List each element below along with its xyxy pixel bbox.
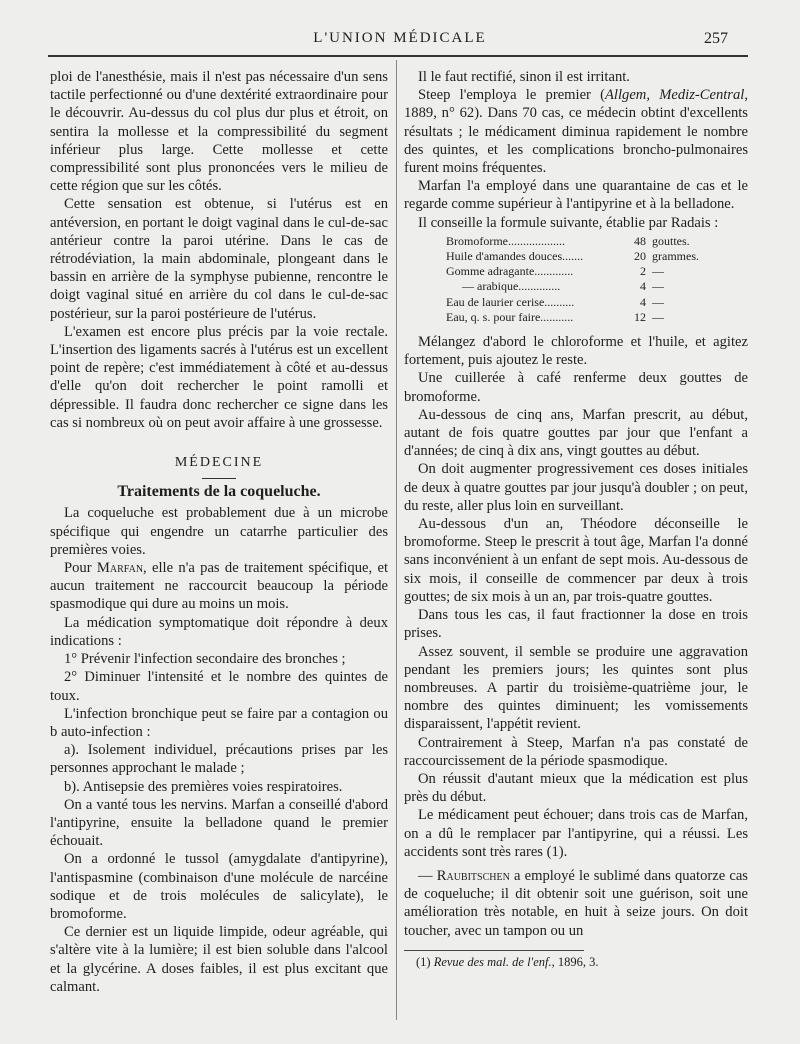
quantity: 48 <box>634 233 646 248</box>
unit: — <box>652 309 664 324</box>
paragraph <box>50 559 388 614</box>
paragraph: On a ordonné le tussol (amygdalate d'antipyrine), l'antispasmine (combinaison d'une molécule de narcéine sodique et de trois molécules de salicylate), le bromoforme. <box>50 851 388 922</box>
unit: — <box>652 279 664 294</box>
article-title: Traitements de la coqueluche. <box>117 483 321 501</box>
text-run: , elle n'a pas de traitement spécifique, et aucun traitement ne raccourcit beaucoup la période spasmodique qui dure au moins un mois. <box>50 560 388 613</box>
ingredient: Eau, q. s. pour faire........... <box>446 309 574 324</box>
formula-row <box>446 279 748 294</box>
list-item: 2° Diminuer l'intensité et le nombre des quintes de toux. <box>50 669 388 704</box>
paragraph: Une cuillerée à café renferme deux gouttes de bromoforme. <box>404 370 748 405</box>
text-run: Steep l'employa le premier ( <box>418 87 605 104</box>
paragraph: La médication symptomatique doit répondre à deux indications : <box>50 614 388 649</box>
text-run: — <box>418 867 437 884</box>
paragraph: Marfan l'a employé dans une quarantaine de cas et le regarde comme supérieur à l'antipyrine et à la belladone. <box>404 178 748 213</box>
formula-row <box>446 234 748 249</box>
author-name: Marfan <box>96 560 144 577</box>
left-column <box>50 68 388 996</box>
paragraph: L'examen est encore plus précis par la voie rectale. L'insertion des ligaments sacrés à l'utérus est un excellent point de repère; c'est immédiatement à côté et au-dessus d'elle qu'on doit rechercher le point ramolli et dépressible. Il faudra donc rechercher ce signe dans les cas si nombreux où on peut avoir affaire à une grossesse. <box>50 323 388 431</box>
paragraph: Mélangez d'abord le chloroforme et l'huile, et agitez fortement, puis ajoutez le reste. <box>404 334 748 369</box>
paragraph: Au-dessous de cinq ans, Marfan prescrit, au début, autant de fois quatre gouttes par jour que l'enfant a d'années; de cinq à dix ans, vingt gouttes au début. <box>404 406 748 460</box>
formula-row <box>446 295 748 310</box>
list-item: b). Antisepsie des premières voies respiratoires. <box>64 778 343 795</box>
paragraph: Le médicament peut échouer; dans trois cas de Marfan, on a dû le remplacer par l'antipyrine, qui a réussi. Les accidents sont très rares (1). <box>404 807 748 860</box>
paragraph: Dans tous les cas, il faut fractionner la dose en trois prises. <box>404 607 748 642</box>
list-item: 1° Prévenir l'infection secondaire des bronches ; <box>64 651 346 668</box>
paragraph: Il conseille la formule suivante, établie par Radais : <box>418 214 719 231</box>
author-name: Raubitschen <box>436 867 510 884</box>
unit: — <box>652 264 664 279</box>
ingredient: Bromoforme................... <box>446 233 565 248</box>
ingredient: Huile d'amandes douces....... <box>446 249 584 264</box>
ingredient: — arabique.............. <box>462 279 561 294</box>
paragraph: ploi de l'anesthésie, mais il n'est pas nécessaire d'un sens tactile perfectionné ou d'une dextérité extraordinaire pour le découvrir. Au-dessus du col plus dur plus et étroit, on sentira la mollesse et la compressibilité du segment inférieur plus large. Cette mollesse et cette compressibilité sont plus prononcées vers le milieu de cette région que sur les côtés. <box>50 69 388 195</box>
paragraph <box>404 867 748 940</box>
paragraph: Contrairement à Steep, Marfan n'a pas constaté de raccourcissement de la période spasmodique. <box>404 734 748 769</box>
footnote <box>404 955 748 970</box>
ingredient: Gomme adragante............. <box>446 264 574 279</box>
text-run: (1) <box>416 954 434 969</box>
formula-table <box>446 234 748 325</box>
paragraph: Ce dernier est un liquide limpide, odeur agréable, qui s'altère vite à la lumière; il est bien soluble dans l'alcool et la glycérine. A doses faibles, il est plus excitant que calmant. <box>50 924 388 995</box>
paragraph: On réussit d'autant mieux que la médication est plus près du début. <box>404 770 748 806</box>
text-run: , 1896, 3. <box>551 954 599 969</box>
paragraph: Assez souvent, il semble se produire une aggravation pendant les premiers jours; les quintes sont plus nombreuses. A partir du troisième-quatrième jour, le nombre des quintes diminuent; les vomissements disparaissent, l'appétit revient. <box>404 643 748 733</box>
unit: — <box>652 294 664 309</box>
section-heading: MÉDECINE <box>174 455 264 471</box>
header-rule <box>48 55 748 57</box>
right-column <box>404 68 748 970</box>
paragraph: Au-dessous d'un an, Théodore déconseille le bromoforme. Steep le prescrit à tout âge, Marfan l'a donné sans inconvénient à un enfant de sept mois. Au-dessous de six mois, il conseille de commencer par deux à trois gouttes; de six mois à un an, par trois-quatre gouttes. <box>404 516 748 605</box>
formula-row <box>446 310 748 325</box>
list-item: a). Isolement individuel, précautions prises par les personnes approchant le malade ; <box>50 742 388 777</box>
paragraph: On doit augmenter progressivement ces doses initiales de deux à quatre gouttes par jour jusqu'à doubler ; on peut, du reste, aller plus loin en surveillant. <box>404 461 748 514</box>
quantity: 20 <box>634 249 646 264</box>
text-run: , 1889, n° 62). Dans 70 cas, ce médecin obtint d'excellents résultats ; le médicament diminua rapidement le nombre des quintes, et les complications broncho-pulmonaires furent moins fréquentes. <box>404 87 748 177</box>
paragraph: Cette sensation est obtenue, si l'utérus est en antéversion, en portant le doigt vaginal dans le cul-de-sac antérieur contre la paroi utérine. Dans le cas de rétrodéviation, la main abdominale, plongeant dans le bassin en arrière de la symphyse pubienne, rencontre le doigt vaginal situé en arrière du col dans le cul-de-sac postérieur, sur la paroi postérieure de l'utérus. <box>50 196 388 322</box>
paragraph: Il le faut rectifié, sinon il est irritant. <box>418 69 630 85</box>
quantity: 12 <box>634 309 646 324</box>
text-run: Pour <box>64 560 97 577</box>
citation: Revue des mal. de l'enf. <box>433 954 552 969</box>
journal-title: L'UNION MÉDICALE <box>313 30 487 46</box>
footnote-rule <box>404 950 584 951</box>
formula-row <box>446 264 748 279</box>
quantity: 2 <box>640 264 646 279</box>
unit: grammes. <box>652 249 699 264</box>
quantity: 4 <box>640 279 646 294</box>
ingredient: Eau de laurier cerise.......... <box>446 294 575 309</box>
citation: Allgem, Mediz-Central <box>605 87 745 104</box>
paragraph <box>404 86 748 177</box>
quantity: 4 <box>640 294 646 309</box>
text-run: a employé le sublimé dans quatorze cas de coqueluche; il dit obtenir soit une guérison, soit une amélioration très notable, en huit à seize jours. On doit toucher, avec un tampon ou un <box>404 867 748 939</box>
formula-row <box>446 249 748 264</box>
paragraph: L'infection bronchique peut se faire par a contagion ou b auto-infection : <box>50 705 388 740</box>
column-divider <box>396 60 397 1020</box>
section-rule <box>202 478 236 479</box>
unit: gouttes. <box>652 233 690 248</box>
page-number: 257 <box>704 30 728 47</box>
paragraph: La coqueluche est probablement due à un microbe spécifique qui engendre un catarrhe particulier des premières voies. <box>50 505 388 558</box>
paragraph: On a vanté tous les nervins. Marfan a conseillé d'abord l'antipyrine, ensuite la belladone quand le premier échouait. <box>50 796 388 850</box>
